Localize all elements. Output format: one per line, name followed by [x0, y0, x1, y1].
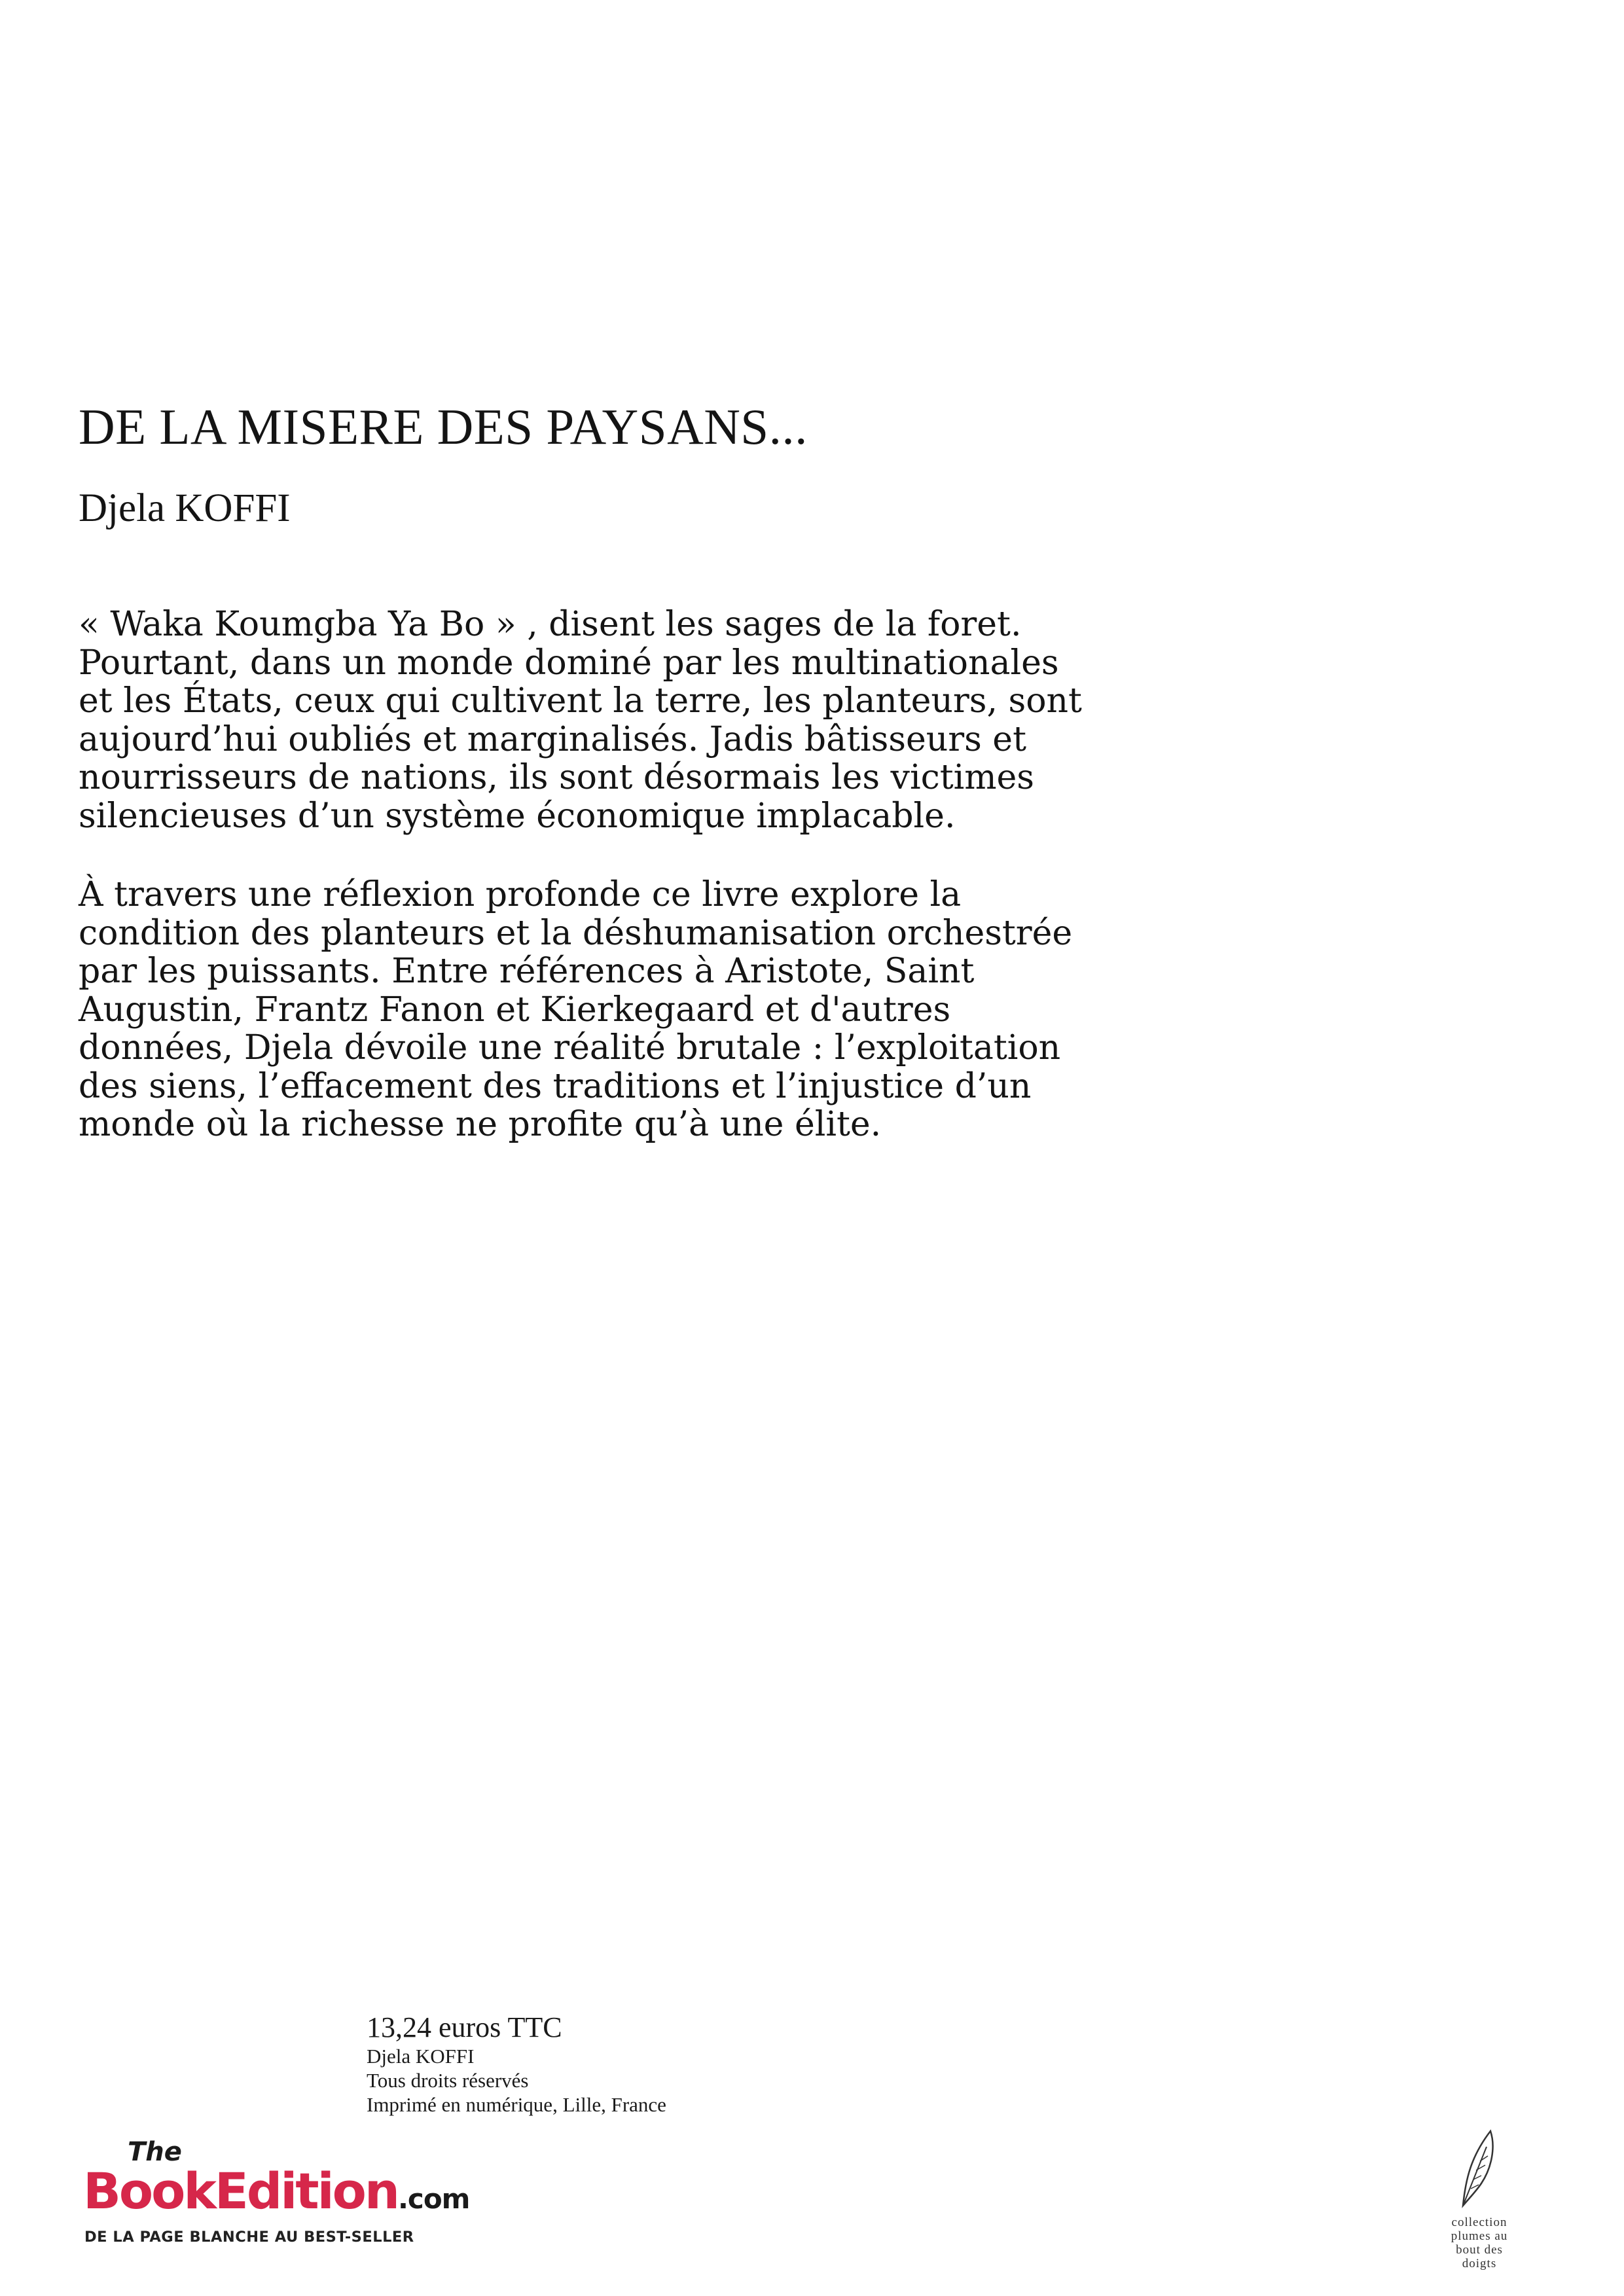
collection-line: doigts	[1462, 2257, 1497, 2270]
logo-domain: .com	[397, 2183, 470, 2215]
paragraph-line: monde où la richesse ne profite qu’à une élite.	[79, 1105, 882, 1144]
logo-name: BookEdition	[83, 2162, 398, 2220]
rights-notice: Tous droits réservés	[367, 2069, 529, 2092]
book-author: Djela KOFFI	[79, 486, 291, 530]
paragraph-line: données, Djela dévoile une réalité brutale : l’exploitation	[79, 1028, 1061, 1067]
collection-text	[1437, 2215, 1522, 2270]
paragraph-line: et les États, ceux qui cultivent la terre, les planteurs, sont	[79, 681, 1082, 721]
synopsis-paragraph-1	[79, 605, 1082, 835]
collection-line: plumes au	[1451, 2229, 1508, 2243]
paragraph-line: aujourd’hui oubliés et marginalisés. Jadis bâtisseurs et	[79, 719, 1026, 759]
quill-pen-icon	[1456, 2127, 1504, 2212]
paragraph-line: silencieuses d’un système économique implacable.	[79, 796, 956, 836]
publisher-logo	[83, 2137, 476, 2284]
paragraph-line: des siens, l’effacement des traditions et l’injustice d’un	[79, 1066, 1032, 1106]
paragraph-line: par les puissants. Entre références à Aristote, Saint	[79, 952, 975, 991]
collection-mark	[1437, 2127, 1522, 2284]
printing-notice: Imprimé en numérique, Lille, France	[367, 2093, 666, 2116]
paragraph-line: condition des planteurs et la déshumanisation orchestrée	[79, 913, 1073, 953]
logo-the: The	[128, 2137, 182, 2167]
collection-line: collection	[1451, 2215, 1507, 2229]
paragraph-line: nourrisseurs de nations, ils sont désormais les victimes	[79, 758, 1034, 797]
imprint-author: Djela KOFFI	[367, 2045, 475, 2068]
paragraph-line: Augustin, Frantz Fanon et Kierkegaard et d'autres	[79, 990, 951, 1030]
paragraph-line: À travers une réflexion profonde ce livre explore la	[79, 875, 962, 914]
paragraph-line: Pourtant, dans un monde dominé par les multinationales	[79, 643, 1059, 683]
price: 13,24 euros TTC	[367, 2011, 562, 2043]
paragraph-line: « Waka Koumgba Ya Bo » , disent les sages de la foret.	[79, 605, 1022, 644]
book-title: DE LA MISERE DES PAYSANS...	[79, 399, 808, 455]
collection-line: bout des	[1456, 2243, 1503, 2257]
imprint-block	[367, 2011, 666, 2117]
synopsis-paragraph-2	[79, 876, 1072, 1144]
logo-wordmark	[83, 2162, 469, 2220]
logo-tagline: DE LA PAGE BLANCHE AU BEST-SELLER	[84, 2229, 414, 2246]
